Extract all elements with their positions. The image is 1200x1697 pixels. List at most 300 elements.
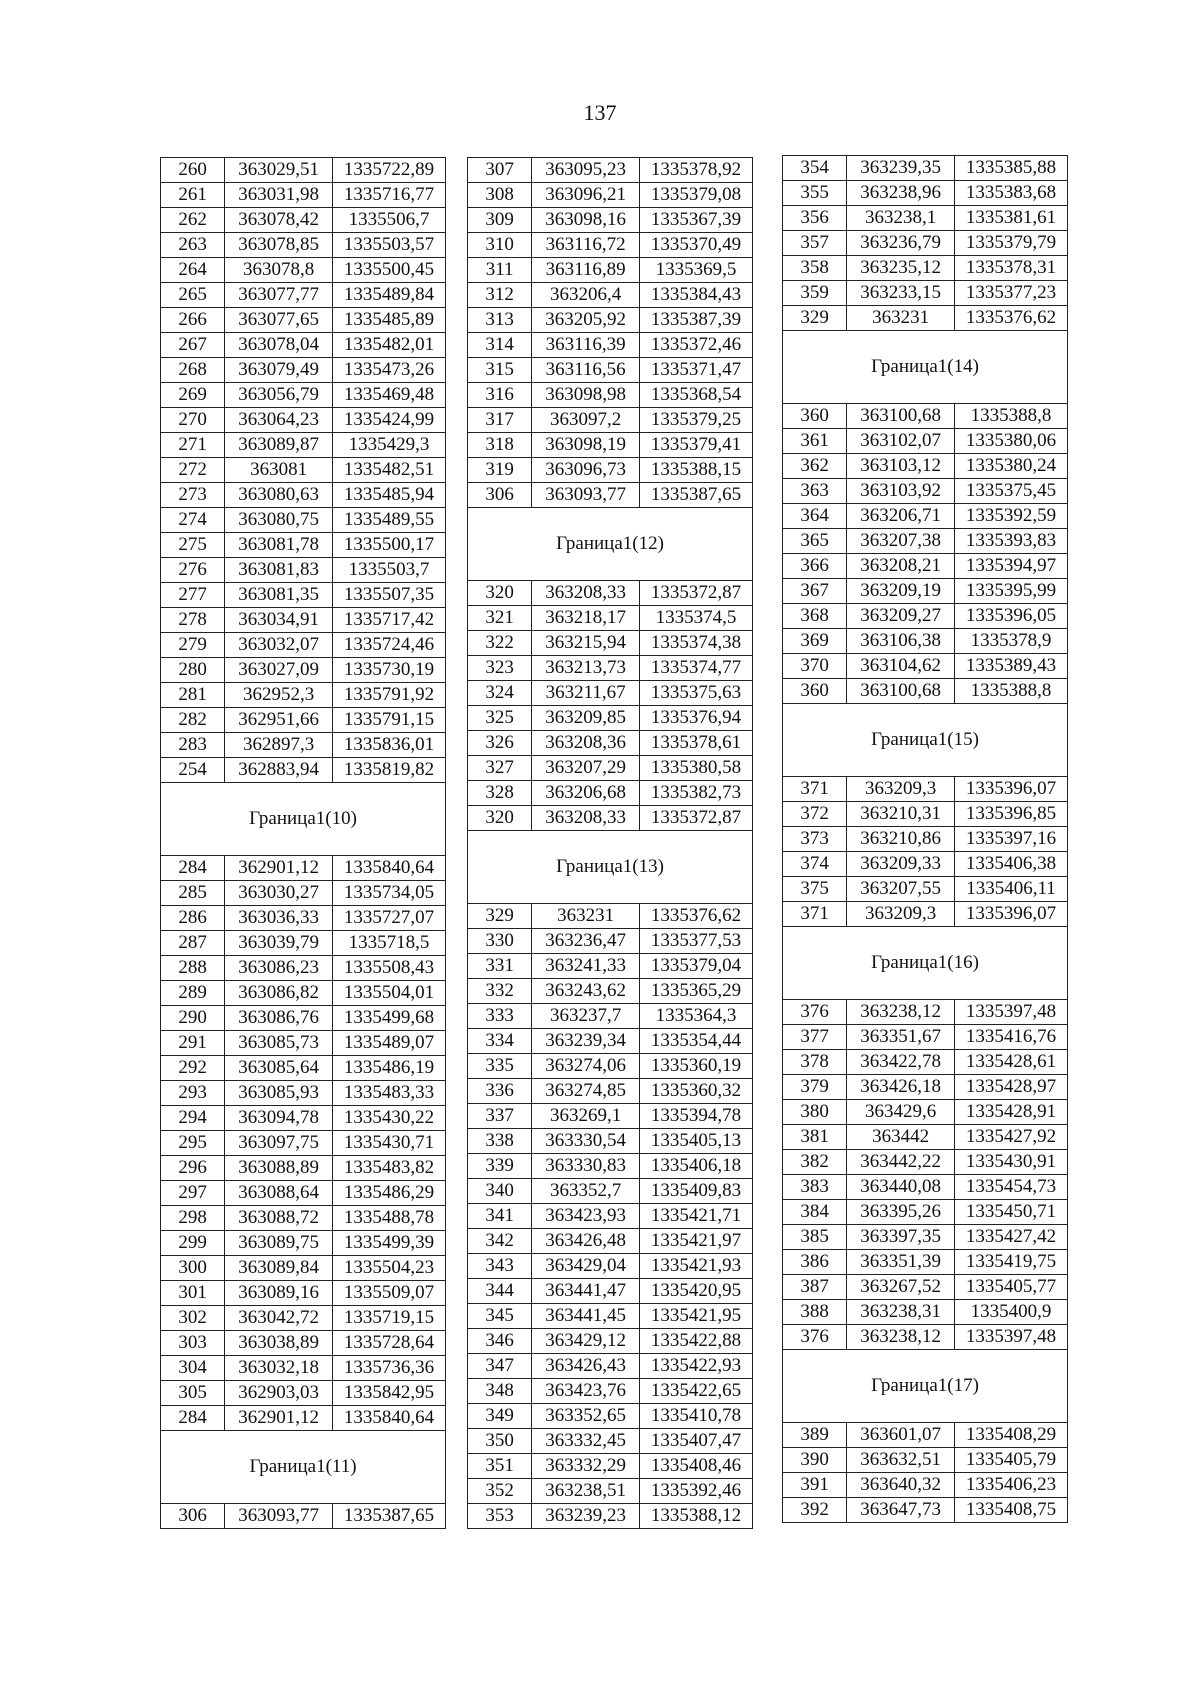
table-row [161,956,446,981]
y-coordinate-cell: 1335385,88 [954,156,1067,181]
x-coordinate-cell: 363208,21 [847,554,955,579]
point-number-cell: 347 [468,1354,532,1379]
y-coordinate-cell: 1335842,95 [332,1381,445,1406]
table-row [161,1106,446,1131]
boundary-row [468,831,753,904]
y-coordinate-cell: 1335387,65 [332,1504,445,1529]
y-coordinate-cell: 1335503,7 [332,558,445,583]
x-coordinate-cell: 363269,1 [532,1104,640,1129]
table-row [468,383,753,408]
point-number-cell: 369 [783,629,847,654]
x-coordinate-cell: 363352,7 [532,1179,640,1204]
point-number-cell: 346 [468,1329,532,1354]
table-row [468,1029,753,1054]
x-coordinate-cell: 363239,23 [532,1504,640,1529]
y-coordinate-cell: 1335394,97 [954,554,1067,579]
y-coordinate-cell: 1335482,51 [332,458,445,483]
table-row [468,1279,753,1304]
point-number-cell: 364 [783,504,847,529]
table-row [161,583,446,608]
x-coordinate-cell: 362952,3 [225,683,333,708]
x-coordinate-cell: 363351,39 [847,1250,955,1275]
y-coordinate-cell: 1335380,06 [954,429,1067,454]
x-coordinate-cell: 363238,31 [847,1300,955,1325]
table-row [783,1250,1068,1275]
table-row [468,581,753,606]
x-coordinate-cell: 363206,68 [532,781,640,806]
y-coordinate-cell: 1335499,68 [332,1006,445,1031]
table-row [783,1100,1068,1125]
table-row [161,158,446,183]
table-row [161,1306,446,1331]
table-row [783,1025,1068,1050]
point-number-cell: 370 [783,654,847,679]
y-coordinate-cell: 1335503,57 [332,233,445,258]
boundary-label: Граница1(11) [161,1431,446,1504]
point-number-cell: 266 [161,308,225,333]
point-number-cell: 382 [783,1150,847,1175]
y-coordinate-cell: 1335354,44 [639,1029,752,1054]
y-coordinate-cell: 1335406,18 [639,1154,752,1179]
point-number-cell: 325 [468,706,532,731]
y-coordinate-cell: 1335396,07 [954,902,1067,927]
x-coordinate-cell: 363104,62 [847,654,955,679]
x-coordinate-cell: 363116,72 [532,233,640,258]
x-coordinate-cell: 363209,3 [847,777,955,802]
point-number-cell: 351 [468,1454,532,1479]
y-coordinate-cell: 1335504,23 [332,1256,445,1281]
point-number-cell: 323 [468,656,532,681]
x-coordinate-cell: 363423,76 [532,1379,640,1404]
y-coordinate-cell: 1335379,79 [954,231,1067,256]
coordinates-column-3 [782,155,1068,1523]
point-number-cell: 285 [161,881,225,906]
x-coordinate-cell: 363064,23 [225,408,333,433]
table-row [161,1156,446,1181]
x-coordinate-cell: 363208,33 [532,581,640,606]
table-row [468,681,753,706]
table-row [161,458,446,483]
x-coordinate-cell: 363429,6 [847,1100,955,1125]
x-coordinate-cell: 363209,27 [847,604,955,629]
x-coordinate-cell: 363441,45 [532,1304,640,1329]
x-coordinate-cell: 363330,83 [532,1154,640,1179]
x-coordinate-cell: 363330,54 [532,1129,640,1154]
x-coordinate-cell: 363116,89 [532,258,640,283]
point-number-cell: 296 [161,1156,225,1181]
y-coordinate-cell: 1335454,73 [954,1175,1067,1200]
point-number-cell: 315 [468,358,532,383]
x-coordinate-cell: 362897,3 [225,733,333,758]
point-number-cell: 287 [161,931,225,956]
point-number-cell: 322 [468,631,532,656]
y-coordinate-cell: 1335409,83 [639,1179,752,1204]
table-row [783,827,1068,852]
y-coordinate-cell: 1335379,04 [639,954,752,979]
x-coordinate-cell: 363238,12 [847,1000,955,1025]
point-number-cell: 261 [161,183,225,208]
point-number-cell: 377 [783,1025,847,1050]
boundary-row [783,331,1068,404]
point-number-cell: 303 [161,1331,225,1356]
point-number-cell: 366 [783,554,847,579]
table-row [783,1200,1068,1225]
x-coordinate-cell: 363231 [532,904,640,929]
y-coordinate-cell: 1335482,01 [332,333,445,358]
boundary-label: Граница1(10) [161,783,446,856]
y-coordinate-cell: 1335360,32 [639,1079,752,1104]
point-number-cell: 273 [161,483,225,508]
table-row [161,1356,446,1381]
table-row [161,1081,446,1106]
y-coordinate-cell: 1335406,23 [954,1473,1067,1498]
coordinates-table [160,157,446,1529]
y-coordinate-cell: 1335506,7 [332,208,445,233]
table-row [783,1473,1068,1498]
y-coordinate-cell: 1335388,8 [954,679,1067,704]
point-number-cell: 342 [468,1229,532,1254]
y-coordinate-cell: 1335392,59 [954,504,1067,529]
table-row [161,1281,446,1306]
x-coordinate-cell: 363351,67 [847,1025,955,1050]
point-number-cell: 352 [468,1479,532,1504]
point-number-cell: 318 [468,433,532,458]
x-coordinate-cell: 363103,92 [847,479,955,504]
y-coordinate-cell: 1335388,8 [954,404,1067,429]
x-coordinate-cell: 363209,19 [847,579,955,604]
point-number-cell: 361 [783,429,847,454]
point-number-cell: 314 [468,333,532,358]
boundary-label: Граница1(12) [468,508,753,581]
point-number-cell: 321 [468,606,532,631]
table-row [783,777,1068,802]
point-number-cell: 367 [783,579,847,604]
x-coordinate-cell: 363088,89 [225,1156,333,1181]
y-coordinate-cell: 1335375,45 [954,479,1067,504]
x-coordinate-cell: 363085,64 [225,1056,333,1081]
boundary-row [468,508,753,581]
y-coordinate-cell: 1335383,68 [954,181,1067,206]
table-row [468,656,753,681]
point-number-cell: 391 [783,1473,847,1498]
x-coordinate-cell: 363207,29 [532,756,640,781]
y-coordinate-cell: 1335500,17 [332,533,445,558]
x-coordinate-cell: 363100,68 [847,404,955,429]
x-coordinate-cell: 363030,27 [225,881,333,906]
x-coordinate-cell: 363085,73 [225,1031,333,1056]
table-row [468,1354,753,1379]
y-coordinate-cell: 1335397,48 [954,1000,1067,1025]
table-row [783,1125,1068,1150]
table-row [161,981,446,1006]
point-number-cell: 356 [783,206,847,231]
y-coordinate-cell: 1335489,84 [332,283,445,308]
point-number-cell: 338 [468,1129,532,1154]
x-coordinate-cell: 362901,12 [225,1406,333,1431]
y-coordinate-cell: 1335422,65 [639,1379,752,1404]
coordinates-column-2 [467,157,753,1529]
point-number-cell: 309 [468,208,532,233]
y-coordinate-cell: 1335719,15 [332,1306,445,1331]
x-coordinate-cell: 363236,47 [532,929,640,954]
x-coordinate-cell: 363081,35 [225,583,333,608]
x-coordinate-cell: 363213,73 [532,656,640,681]
point-number-cell: 389 [783,1423,847,1448]
x-coordinate-cell: 363116,56 [532,358,640,383]
table-row [468,433,753,458]
point-number-cell: 341 [468,1204,532,1229]
x-coordinate-cell: 362901,12 [225,856,333,881]
x-coordinate-cell: 363088,72 [225,1206,333,1231]
x-coordinate-cell: 363096,73 [532,458,640,483]
point-number-cell: 326 [468,731,532,756]
table-row [468,158,753,183]
table-row [783,554,1068,579]
table-row [161,1504,446,1529]
point-number-cell: 298 [161,1206,225,1231]
y-coordinate-cell: 1335428,61 [954,1050,1067,1075]
point-number-cell: 288 [161,956,225,981]
point-number-cell: 368 [783,604,847,629]
y-coordinate-cell: 1335718,5 [332,931,445,956]
point-number-cell: 320 [468,806,532,831]
x-coordinate-cell: 363093,77 [225,1504,333,1529]
table-row [783,852,1068,877]
table-row [783,1150,1068,1175]
point-number-cell: 310 [468,233,532,258]
y-coordinate-cell: 1335396,07 [954,777,1067,802]
point-number-cell: 353 [468,1504,532,1529]
x-coordinate-cell: 362951,66 [225,708,333,733]
x-coordinate-cell: 363395,26 [847,1200,955,1225]
point-number-cell: 363 [783,479,847,504]
point-number-cell: 295 [161,1131,225,1156]
y-coordinate-cell: 1335430,22 [332,1106,445,1131]
point-number-cell: 302 [161,1306,225,1331]
y-coordinate-cell: 1335406,11 [954,877,1067,902]
point-number-cell: 263 [161,233,225,258]
y-coordinate-cell: 1335400,9 [954,1300,1067,1325]
x-coordinate-cell: 363103,12 [847,454,955,479]
point-number-cell: 376 [783,1000,847,1025]
x-coordinate-cell: 363632,51 [847,1448,955,1473]
point-number-cell: 306 [468,483,532,508]
x-coordinate-cell: 363267,52 [847,1275,955,1300]
x-coordinate-cell: 363238,1 [847,206,955,231]
x-coordinate-cell: 363081,83 [225,558,333,583]
y-coordinate-cell: 1335408,29 [954,1423,1067,1448]
table-row [468,1054,753,1079]
y-coordinate-cell: 1335389,43 [954,654,1067,679]
x-coordinate-cell: 363093,77 [532,483,640,508]
table-row [161,308,446,333]
boundary-row [783,927,1068,1000]
table-row [161,558,446,583]
point-number-cell: 254 [161,758,225,783]
y-coordinate-cell: 1335367,39 [639,208,752,233]
y-coordinate-cell: 1335372,87 [639,806,752,831]
table-row [783,1050,1068,1075]
x-coordinate-cell: 363089,75 [225,1231,333,1256]
point-number-cell: 286 [161,906,225,931]
point-number-cell: 301 [161,1281,225,1306]
point-number-cell: 282 [161,708,225,733]
y-coordinate-cell: 1335507,35 [332,583,445,608]
table-row [468,1254,753,1279]
table-row [783,479,1068,504]
point-number-cell: 354 [783,156,847,181]
y-coordinate-cell: 1335716,77 [332,183,445,208]
point-number-cell: 371 [783,777,847,802]
x-coordinate-cell: 363208,36 [532,731,640,756]
table-row [161,283,446,308]
point-number-cell: 387 [783,1275,847,1300]
point-number-cell: 381 [783,1125,847,1150]
y-coordinate-cell: 1335374,38 [639,631,752,656]
x-coordinate-cell: 363236,79 [847,231,955,256]
table-row [161,856,446,881]
table-row [468,1404,753,1429]
table-row [468,1129,753,1154]
x-coordinate-cell: 363089,16 [225,1281,333,1306]
y-coordinate-cell: 1335364,3 [639,1004,752,1029]
point-number-cell: 332 [468,979,532,1004]
y-coordinate-cell: 1335394,78 [639,1104,752,1129]
point-number-cell: 365 [783,529,847,554]
table-row [161,683,446,708]
x-coordinate-cell: 363031,98 [225,183,333,208]
point-number-cell: 311 [468,258,532,283]
table-row [468,806,753,831]
x-coordinate-cell: 363441,47 [532,1279,640,1304]
y-coordinate-cell: 1335724,46 [332,633,445,658]
table-row [468,756,753,781]
table-row [468,1429,753,1454]
x-coordinate-cell: 363097,75 [225,1131,333,1156]
point-number-cell: 306 [161,1504,225,1529]
y-coordinate-cell: 1335393,83 [954,529,1067,554]
x-coordinate-cell: 363095,23 [532,158,640,183]
point-number-cell: 308 [468,183,532,208]
point-number-cell: 339 [468,1154,532,1179]
x-coordinate-cell: 363233,15 [847,281,955,306]
point-number-cell: 319 [468,458,532,483]
table-row [783,654,1068,679]
point-number-cell: 372 [783,802,847,827]
point-number-cell: 290 [161,1006,225,1031]
table-row [783,206,1068,231]
table-row [783,231,1068,256]
point-number-cell: 300 [161,1256,225,1281]
point-number-cell: 343 [468,1254,532,1279]
point-number-cell: 375 [783,877,847,902]
y-coordinate-cell: 1335428,97 [954,1075,1067,1100]
table-row [468,408,753,433]
table-row [161,183,446,208]
table-row [783,181,1068,206]
x-coordinate-cell: 363426,48 [532,1229,640,1254]
x-coordinate-cell: 363332,45 [532,1429,640,1454]
x-coordinate-cell: 363029,51 [225,158,333,183]
y-coordinate-cell: 1335369,5 [639,258,752,283]
y-coordinate-cell: 1335372,87 [639,581,752,606]
table-row [783,802,1068,827]
point-number-cell: 388 [783,1300,847,1325]
point-number-cell: 268 [161,358,225,383]
x-coordinate-cell: 363426,18 [847,1075,955,1100]
y-coordinate-cell: 1335416,76 [954,1025,1067,1050]
x-coordinate-cell: 363208,33 [532,806,640,831]
table-row [468,458,753,483]
table-row [783,579,1068,604]
table-row [161,1006,446,1031]
table-row [161,383,446,408]
y-coordinate-cell: 1335382,73 [639,781,752,806]
x-coordinate-cell: 363077,77 [225,283,333,308]
point-number-cell: 328 [468,781,532,806]
table-row [468,1304,753,1329]
table-row [161,708,446,733]
x-coordinate-cell: 363209,3 [847,902,955,927]
point-number-cell: 360 [783,679,847,704]
x-coordinate-cell: 363206,71 [847,504,955,529]
table-row [161,433,446,458]
table-row [783,1498,1068,1523]
point-number-cell: 373 [783,827,847,852]
y-coordinate-cell: 1335387,65 [639,483,752,508]
table-row [783,306,1068,331]
x-coordinate-cell: 363056,79 [225,383,333,408]
y-coordinate-cell: 1335429,3 [332,433,445,458]
point-number-cell: 316 [468,383,532,408]
point-number-cell: 293 [161,1081,225,1106]
point-number-cell: 335 [468,1054,532,1079]
table-row [783,629,1068,654]
y-coordinate-cell: 1335489,55 [332,508,445,533]
point-number-cell: 329 [468,904,532,929]
table-row [161,633,446,658]
x-coordinate-cell: 363429,12 [532,1329,640,1354]
x-coordinate-cell: 363078,04 [225,333,333,358]
point-number-cell: 270 [161,408,225,433]
boundary-row [783,704,1068,777]
y-coordinate-cell: 1335378,92 [639,158,752,183]
table-row [468,1479,753,1504]
y-coordinate-cell: 1335469,48 [332,383,445,408]
point-number-cell: 284 [161,1406,225,1431]
y-coordinate-cell: 1335380,58 [639,756,752,781]
point-number-cell: 359 [783,281,847,306]
x-coordinate-cell: 363442,22 [847,1150,955,1175]
y-coordinate-cell: 1335378,61 [639,731,752,756]
table-row [468,904,753,929]
point-number-cell: 277 [161,583,225,608]
x-coordinate-cell: 363238,12 [847,1325,955,1350]
y-coordinate-cell: 1335378,9 [954,629,1067,654]
x-coordinate-cell: 363038,89 [225,1331,333,1356]
y-coordinate-cell: 1335374,77 [639,656,752,681]
x-coordinate-cell: 363098,19 [532,433,640,458]
point-number-cell: 336 [468,1079,532,1104]
y-coordinate-cell: 1335489,07 [332,1031,445,1056]
x-coordinate-cell: 363205,92 [532,308,640,333]
y-coordinate-cell: 1335791,92 [332,683,445,708]
boundary-label: Граница1(14) [783,331,1068,404]
x-coordinate-cell: 363274,06 [532,1054,640,1079]
x-coordinate-cell: 363081 [225,458,333,483]
point-number-cell: 357 [783,231,847,256]
table-row [783,604,1068,629]
